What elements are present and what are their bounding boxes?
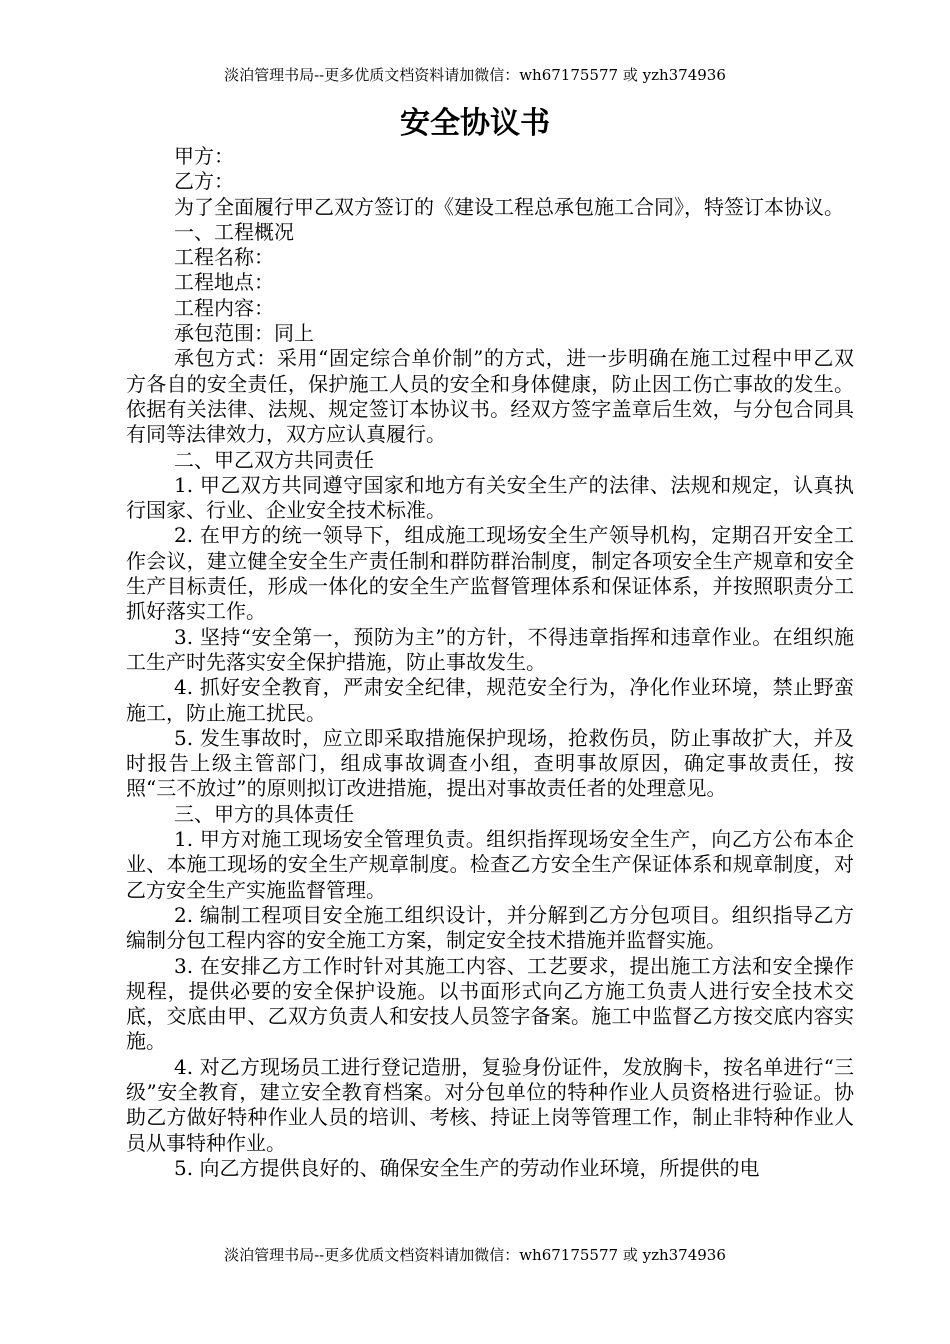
paragraph-party-a-4: 4. 对乙方现场员工进行登记造册，复验身份证件，发放胸卡，按名单进行“三级”安全教育，建立安全教育档案。对分包单位的特种作业人员资格进行验证。协助乙方做好特种作业人员的培训、考核、持证上岗等管理工作，制止非特种作业人员从事特种作业。 bbox=[126, 1054, 854, 1155]
paragraph-contract-method: 承包方式：采用“固定综合单价制”的方式，进一步明确在施工过程中甲乙双方各自的安全责任，保护施工人员的安全和身体健康，防止因工伤亡事故的发生。依据有关法律、法规、规定签订本协议书。经双方签字盖章后生效，与分包合同具有同等法律效力，双方应认真履行。 bbox=[126, 346, 854, 447]
page-header: 淡泊管理书局--更多优质文档资料请加微信：wh67175577 或 yzh374936 bbox=[224, 66, 726, 84]
paragraph-joint-2: 2. 在甲方的统一领导下，组成施工现场安全生产领导机构，定期召开安全工作会议，建立健全安全生产责任制和群防群治制度，制定各项安全生产规章和安全生产目标责任，形成一体化的安全生产监督管理体系和保证体系，并按照职责分工抓好落实工作。 bbox=[126, 523, 854, 624]
paragraph-project-location: 工程地点： bbox=[174, 270, 274, 295]
paragraph-joint-1: 1. 甲乙双方共同遵守国家和地方有关安全生产的法律、法规和规定，认真执行国家、行业、企业安全技术标准。 bbox=[126, 472, 854, 523]
paragraph-contract-scope: 承包范围：同上 bbox=[174, 321, 314, 346]
paragraph-party-b: 乙方： bbox=[174, 169, 234, 194]
paragraph-party-a-3: 3. 在安排乙方工作时针对其施工内容、工艺要求，提出施工方法和安全操作规程，提供必要的安全保护设施。以书面形式向乙方施工负责人进行安全技术交底，交底由甲、乙双方负责人和安技人员签字备案。施工中监督乙方按交底内容实施。 bbox=[126, 953, 854, 1054]
document-title: 安全协议书 bbox=[400, 106, 550, 141]
document-body bbox=[126, 144, 854, 1181]
paragraph-party-a-1: 1. 甲方对施工现场安全管理负责。组织指挥现场安全生产，向乙方公布本企业、本施工现场的安全生产规章制度。检查乙方安全生产保证体系和规章制度，对乙方安全生产实施监督管理。 bbox=[126, 827, 854, 902]
paragraph-joint-4: 4. 抓好安全教育，严肃安全纪律，规范安全行为，净化作业环境，禁止野蛮施工，防止施工扰民。 bbox=[126, 675, 854, 725]
paragraph-project-name: 工程名称： bbox=[174, 245, 274, 270]
paragraph-party-a: 甲方： bbox=[174, 144, 234, 168]
section-heading-3: 三、甲方的具体责任 bbox=[174, 801, 354, 826]
section-heading-1: 一、工程概况 bbox=[174, 219, 294, 244]
paragraph-party-a-5: 5. 向乙方提供良好的、确保安全生产的劳动作业环境，所提供的电 bbox=[174, 1155, 760, 1180]
section-heading-2: 二、甲乙双方共同责任 bbox=[174, 447, 374, 472]
paragraph-project-content: 工程内容： bbox=[174, 295, 274, 320]
paragraph-preamble: 为了全面履行甲乙双方签订的《建设工程总承包施工合同》，特签订本协议。 bbox=[174, 194, 844, 219]
page-footer: 淡泊管理书局--更多优质文档资料请加微信：wh67175577 或 yzh374936 bbox=[224, 1246, 726, 1264]
paragraph-party-a-2: 2. 编制工程项目安全施工组织设计，并分解到乙方分包项目。组织指导乙方编制分包工程内容的安全施工方案，制定安全技术措施并监督实施。 bbox=[126, 902, 854, 953]
paragraph-joint-3: 3. 坚持“安全第一，预防为主”的方针，不得违章指挥和违章作业。在组织施工生产时先落实安全保护措施，防止事故发生。 bbox=[126, 624, 854, 674]
paragraph-joint-5: 5. 发生事故时，应立即采取措施保护现场，抢救伤员，防止事故扩大，并及时报告上级主管部门，组成事故调查小组，查明事故原因，确定事故责任，按照“三不放过”的原则拟订改进措施，提出对事故责任者的处理意见。 bbox=[126, 725, 854, 801]
